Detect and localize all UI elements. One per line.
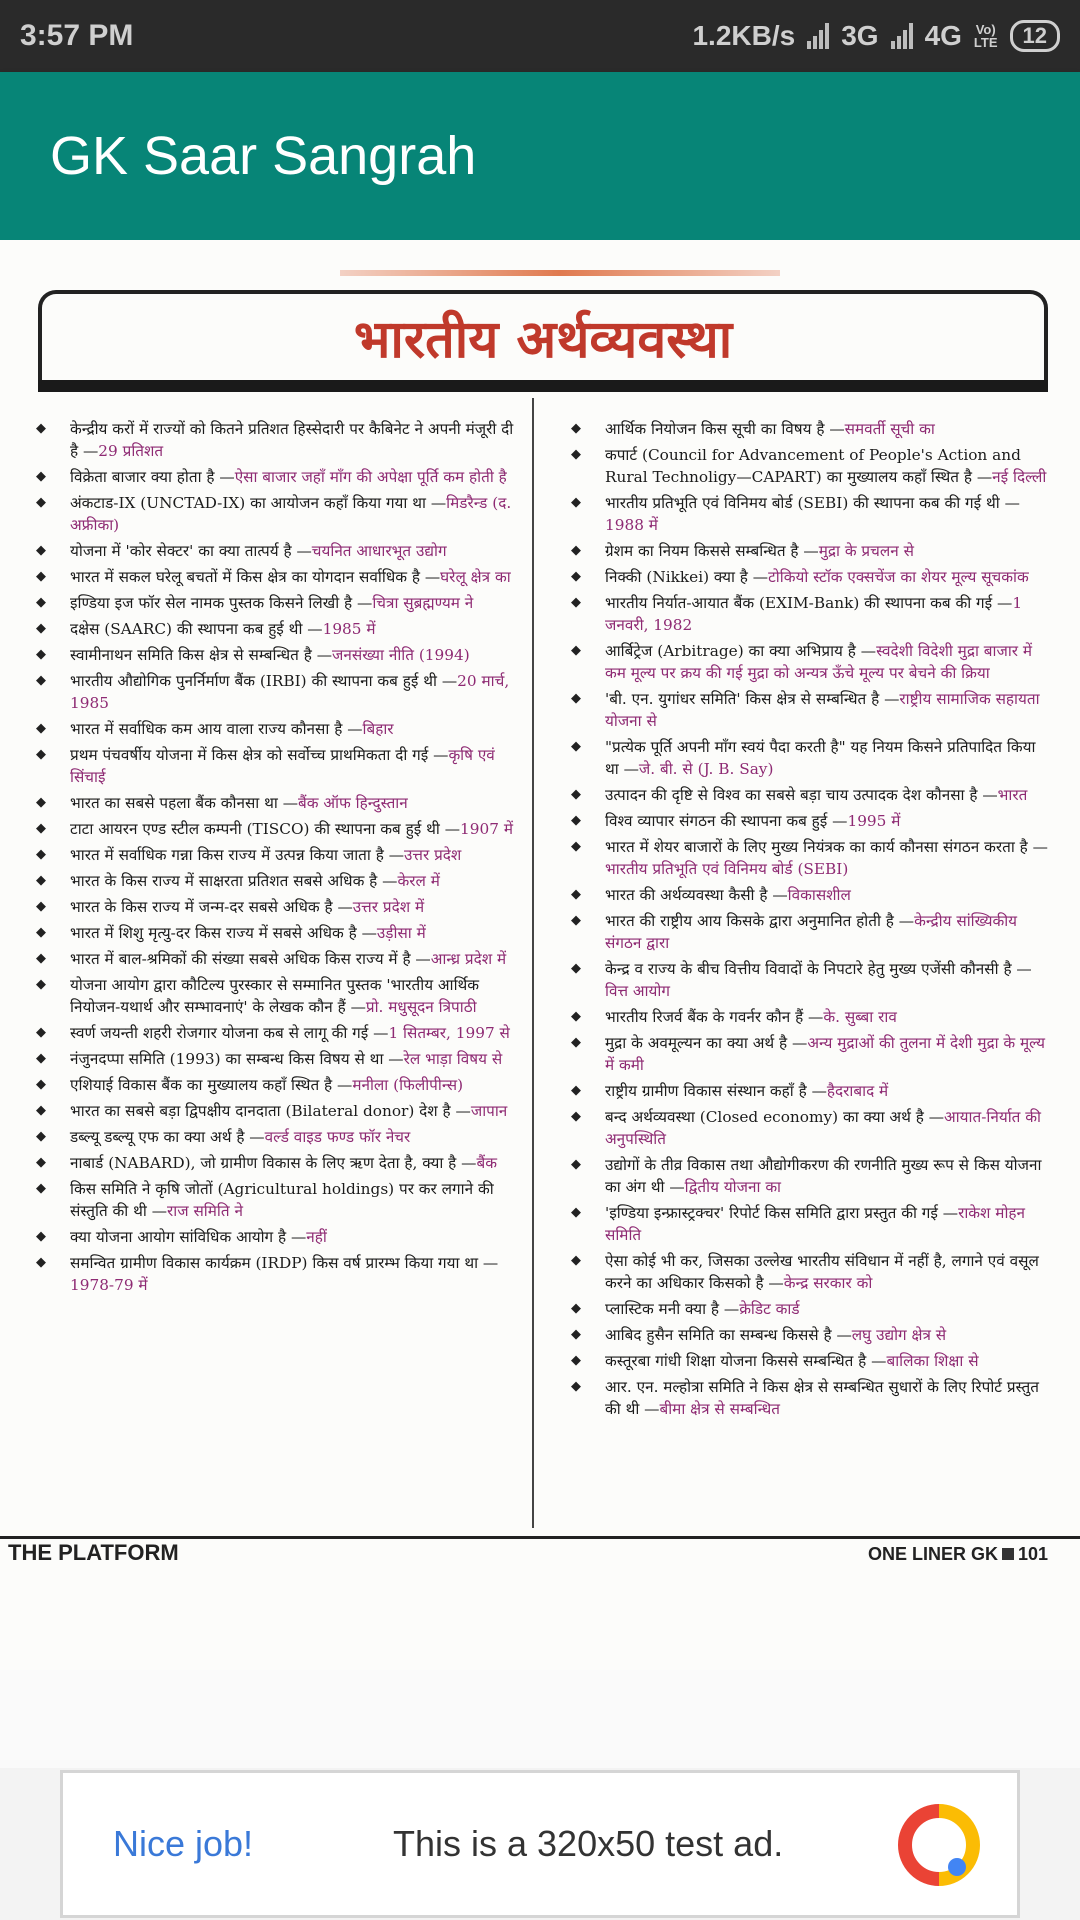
answer-text: भारतीय प्रतिभूति एवं विनिमय बोर्ड (SEBI) [605, 860, 849, 878]
left-qa-item [30, 418, 522, 462]
question-text: भारत में शिशु मृत्यु-दर किस राज्य में सबसे अधिक है — [70, 924, 377, 942]
left-qa-item [30, 1100, 522, 1122]
question-text: स्वामीनाथन समिति किस क्षेत्र से सम्बन्धित है — [70, 646, 333, 664]
column-divider [532, 398, 534, 1528]
question-text: प्रथम पंचवर्षीय योजना में किस क्षेत्र को सर्वोच्च प्राथमिकता दी गई — [70, 746, 449, 764]
page-title: भारतीय अर्थव्यवस्था [353, 309, 733, 370]
question-text: आबिद हुसैन समिति का सम्बन्ध किससे है — [605, 1326, 852, 1344]
question-text: भारतीय रिजर्व बैंक के गवर्नर कौन हैं — [605, 1008, 824, 1026]
footer-page-info: ONE LINER GK 101 [867, 1544, 1048, 1564]
answer-text: वर्ल्ड वाइड फण्ड फॉर नेचर [264, 1128, 411, 1146]
right-qa-item [565, 688, 1053, 732]
right-qa-item [565, 1106, 1053, 1150]
answer-text: विकासशील [787, 886, 851, 904]
question-text: भारत के किस राज्य में साक्षरता प्रतिशत सबसे अधिक है — [70, 872, 398, 890]
answer-text: ऐसा बाजार जहाँ माँग की अपेक्षा पूर्ति कम होती है [234, 468, 507, 486]
answer-text: उत्तर प्रदेश [404, 846, 462, 864]
right-qa-item [565, 566, 1053, 588]
answer-text: बालिका शिक्षा से [886, 1352, 979, 1370]
answer-text: केन्द्र सरकार को [783, 1274, 873, 1292]
answer-text: 20 मार्च, 1985 [70, 672, 510, 712]
answer-text: जनसंख्या नीति (1994) [332, 646, 470, 664]
answer-text: 1995 में [847, 812, 901, 830]
left-qa-item [30, 818, 522, 840]
network-speed: 1.2KB/s [692, 20, 796, 51]
right-qa-item [565, 1350, 1053, 1372]
left-qa-item [30, 592, 522, 614]
answer-text: बिहार [362, 720, 394, 738]
question-text: भारतीय औद्योगिक पुनर्निर्माण बैंक (IRBI) की स्थापना कब हुई थी — [70, 672, 458, 690]
answer-text: केरल में [397, 872, 440, 890]
left-qa-item [30, 948, 522, 970]
right-qa-item [565, 592, 1053, 636]
left-qa-item [30, 1126, 522, 1148]
footer-rule [0, 1536, 1080, 1539]
right-qa-item [565, 810, 1053, 832]
right-qa-item [565, 444, 1053, 488]
question-text: 'इण्डिया इन्फ्रास्ट्रक्चर' रिपोर्ट किस समिति द्वारा प्रस्तुत की गई — [605, 1204, 959, 1222]
question-text: अंकटाड-IX (UNCTAD-IX) का आयोजन कहाँ किया गया था — [70, 494, 447, 512]
answer-text: समवर्ती सूची का [844, 420, 935, 438]
answer-text: केन्द्रीय सांख्यिकीय संगठन द्वारा [605, 912, 1018, 952]
question-text: आर्बिट्रेज (Arbitrage) का क्या अभिप्राय है — [605, 642, 877, 660]
answer-text: भारत [997, 786, 1028, 804]
question-text: 'बी. एन. युगांधर समिति' किस क्षेत्र से सम्बन्धित है — [605, 690, 900, 708]
right-qa-item [565, 1032, 1053, 1076]
answer-text: नहीं [306, 1228, 327, 1246]
right-qa-item [565, 910, 1053, 954]
right-qa-item [565, 540, 1053, 562]
right-qa-item [565, 1154, 1053, 1198]
right-qa-item [565, 1324, 1053, 1346]
left-qa-item [30, 492, 522, 536]
volte-icon: Vo) LTE [973, 22, 998, 50]
answer-text: राकेश मोहन समिति [605, 1204, 1026, 1244]
answer-text: कृषि एवं सिंचाई [70, 746, 495, 786]
question-text: क्या योजना आयोग सांविधिक आयोग है — [70, 1228, 307, 1246]
question-text: भारत में सर्वाधिक कम आय वाला राज्य कौनसा है — [70, 720, 363, 738]
question-text: आर्थिक नियोजन किस सूची का विषय है — [605, 420, 845, 438]
right-qa-item [565, 1080, 1053, 1102]
question-text: ऐसा कोई भी कर, जिसका उल्लेख भारतीय संविधान में नहीं है, लगाने एवं वसूल करने का अधिकार किसको है — [605, 1252, 1039, 1292]
status-indicators [692, 20, 1060, 52]
answer-text: प्रो. मधुसूदन त्रिपाठी [365, 998, 477, 1016]
app-title: GK Saar Sangrah [50, 126, 477, 186]
page-image[interactable] [0, 240, 1080, 1670]
answer-text: 1988 में [605, 516, 658, 534]
left-qa-item [30, 792, 522, 814]
right-qa-item [565, 836, 1053, 880]
question-text: नाबार्ड (NABARD), जो ग्रामीण विकास के लिए ऋण देता है, क्या है — [70, 1154, 477, 1172]
left-qa-item [30, 1178, 522, 1222]
left-qa-item [30, 974, 522, 1018]
status-time: 3:57 PM [20, 19, 134, 52]
left-qa-item [30, 566, 522, 588]
answer-text: टोकियो स्टॉक एक्सचेंज का शेयर मूल्य सूचकांक [768, 568, 1029, 586]
right-qa-item [565, 1202, 1053, 1246]
footer-publisher: THE PLATFORM [8, 1540, 179, 1565]
answer-text: हैदराबाद में [826, 1082, 889, 1100]
question-text: भारत का सबसे बड़ा द्विपक्षीय दानदाता (Bilateral donor) देश है — [70, 1102, 471, 1120]
question-text: एशियाई विकास बैंक का मुख्यालय कहाँ स्थित है — [70, 1076, 353, 1094]
right-qa-item [565, 784, 1053, 806]
left-qa-item [30, 540, 522, 562]
battery-icon: 12 [1010, 20, 1060, 52]
title-underline [38, 380, 1048, 392]
left-qa-item [30, 844, 522, 866]
banner-ad[interactable] [60, 1770, 1020, 1918]
right-qa-item [565, 1298, 1053, 1320]
question-text: भारत में सर्वाधिक गन्ना किस राज्य में उत्पन्न किया जाता है — [70, 846, 405, 864]
answer-text: 1907 में [460, 820, 513, 838]
answer-text: बीमा क्षेत्र से सम्बन्धित [659, 1400, 780, 1418]
answer-text: चित्रा सुब्रह्मण्यम ने [372, 594, 474, 612]
question-text: भारत में शेयर बाजारों के लिए मुख्य नियंत्रक का कार्य कौनसा संगठन करता है — [605, 838, 1048, 856]
question-text: केन्द्रीय करों में राज्यों को कितने प्रतिशत हिस्सेदारी पर कैबिनेट ने अपनी मंजूरी दी है — [70, 420, 514, 460]
answer-text: मनीला (फिलीपीन्स) [352, 1076, 464, 1094]
question-text: उद्योगों के तीव्र विकास तथा औद्योगीकरण की रणनीति मुख्य रूप से किस योजना का अंग थी — [605, 1156, 1042, 1196]
question-text: किस समिति ने कृषि जोतों (Agricultural holdings) पर कर लगाने की संस्तुति की थी — [70, 1180, 494, 1220]
question-text: कस्तूरबा गांधी शिक्षा योजना किससे सम्बन्धित है — [605, 1352, 887, 1370]
question-text: डब्ल्यू डब्ल्यू एफ का क्या अर्थ है — [70, 1128, 265, 1146]
square-icon [1002, 1548, 1014, 1560]
question-text: भारत की अर्थव्यवस्था कैसी है — [605, 886, 788, 904]
question-text: उत्पादन की दृष्टि से विश्व का सबसे बड़ा चाय उत्पादक देश कौनसा है — [605, 786, 998, 804]
answer-text: द्वितीय योजना का [684, 1178, 782, 1196]
answer-text: नई दिल्ली [992, 468, 1047, 486]
question-text: समन्वित ग्रामीण विकास कार्यक्रम (IRDP) किस वर्ष प्रारम्भ किया गया था — [70, 1254, 499, 1272]
question-text: भारत में बाल-श्रमिकों की संख्या सबसे अधिक किस राज्य में है — [70, 950, 431, 968]
left-qa-item [30, 466, 522, 488]
left-qa-item [30, 1048, 522, 1070]
question-text: टाटा आयरन एण्ड स्टील कम्पनी (TISCO) की स्थापना कब हुई थी — [70, 820, 461, 838]
question-text: भारत में सकल घरेलू बचतों में किस क्षेत्र का योगदान सर्वाधिक है — [70, 568, 441, 586]
left-qa-item [30, 1074, 522, 1096]
answer-text: आन्ध्र प्रदेश में [430, 950, 507, 968]
signal-icon-2 [891, 23, 913, 49]
left-qa-item [30, 870, 522, 892]
question-text: योजना में 'कोर सेक्टर' का क्या तात्पर्य है — [70, 542, 312, 560]
left-qa-item [30, 922, 522, 944]
ad-text: This is a 320x50 test ad. [393, 1823, 784, 1864]
answer-text: राज समिति ने [167, 1202, 243, 1220]
right-qa-item [565, 736, 1053, 780]
answer-text: चयनित आधारभूत उद्योग [311, 542, 447, 560]
left-qa-item [30, 718, 522, 740]
answer-text: अन्य मुद्राओं की तुलना में देशी मुद्रा के मूल्य में कमी [605, 1034, 1046, 1074]
answer-text: 29 प्रतिशत [98, 442, 164, 460]
question-text: कपार्ट (Council for Advancement of People's Action and Rural Technoligy—CAPART) का मुख्यालय कहाँ स्थित है — [605, 446, 1021, 486]
ad-nice-label: Nice job! [113, 1823, 254, 1864]
question-text: ग्रेशम का नियम किससे सम्बन्धित है — [605, 542, 819, 560]
answer-text: 1 जनवरी, 1982 [605, 594, 1023, 634]
answer-text: बैंक ऑफ हिन्दुस्तान [298, 794, 408, 812]
answer-text: राष्ट्रीय सामाजिक सहायता योजना से [605, 690, 1040, 730]
answer-text: आयात-निर्यात की अनुपस्थिति [605, 1108, 1041, 1148]
answer-text: लघु उद्योग क्षेत्र से [851, 1326, 947, 1344]
right-qa-item [565, 884, 1053, 906]
question-text: विक्रेता बाजार क्या होता है — [70, 468, 235, 486]
answer-text: 1985 में [322, 620, 376, 638]
answer-text: मुद्रा के प्रचलन से [818, 542, 914, 560]
answer-text: उड़ीसा में [376, 924, 426, 942]
question-text: दक्षेस (SAARC) की स्थापना कब हुई थी — [70, 620, 323, 638]
right-qa-item [565, 1250, 1053, 1294]
question-text: निक्की (Nikkei) क्या है — [605, 568, 769, 586]
right-qa-item [565, 418, 1053, 440]
question-text: विश्व व्यापार संगठन की स्थापना कब हुई — [605, 812, 848, 830]
left-column [30, 418, 522, 1300]
question-text: आर. एन. मल्होत्रा समिति ने किस क्षेत्र से सम्बन्धित सुधारों के लिए रिपोर्ट प्रस्तुत की थी — [605, 1378, 1039, 1418]
left-qa-item [30, 644, 522, 666]
app-bar [0, 72, 1080, 240]
question-text: राष्ट्रीय ग्रामीण विकास संस्थान कहाँ है — [605, 1082, 827, 1100]
answer-text: स्वदेशी विदेशी मुद्रा बाजार में कम मूल्य पर क्रय की गई मुद्रा को अन्यत्र ऊँचे मूल्य पर बेचने की क्रिया [605, 642, 1033, 682]
question-text: मुद्रा के अवमूल्यन का क्या अर्थ है — [605, 1034, 808, 1052]
answer-text: रेल भाड़ा विषय से [403, 1050, 503, 1068]
question-text: भारत के किस राज्य में जन्म-दर सबसे अधिक है — [70, 898, 353, 916]
left-qa-item [30, 896, 522, 918]
left-qa-item [30, 618, 522, 640]
answer-text: के. सुब्बा राव [823, 1008, 897, 1026]
answer-text: उत्तर प्रदेश में [352, 898, 425, 916]
status-bar [0, 0, 1080, 72]
left-qa-item [30, 1022, 522, 1044]
answer-text: घरेलू क्षेत्र का [440, 568, 511, 586]
right-qa-item [565, 958, 1053, 1002]
answer-text: 1 सितम्बर, 1997 से [388, 1024, 510, 1042]
answer-text: बैंक [476, 1154, 497, 1172]
answer-text: क्रेडिट कार्ड [739, 1300, 800, 1318]
question-text: भारतीय निर्यात-आयात बैंक (EXIM-Bank) की स्थापना कब की गई — [605, 594, 1013, 612]
right-qa-item [565, 1006, 1053, 1028]
left-qa-item [30, 670, 522, 714]
left-qa-item [30, 744, 522, 788]
network-4g-label: 4G [924, 20, 962, 51]
question-text: भारत का सबसे पहला बैंक कौनसा था — [70, 794, 299, 812]
answer-text: वित्त आयोग [605, 982, 670, 1000]
question-text: नंजुनदप्पा समिति (1993) का सम्बन्ध किस विषय से था — [70, 1050, 404, 1068]
question-text: "प्रत्येक पूर्ति अपनी माँग स्वयं पैदा करती है" यह नियम किसने प्रतिपादित किया था — [605, 738, 1036, 778]
left-qa-item [30, 1252, 522, 1296]
question-text: प्लास्टिक मनी क्या है — [605, 1300, 740, 1318]
answer-text: 1978-79 में [70, 1276, 148, 1294]
answer-text: मिडरैन्ड (द. अफ्रीका) [70, 494, 512, 534]
question-text: इण्डिया इज फॉर सेल नामक पुस्तक किसने लिखी है — [70, 594, 373, 612]
question-text: योजना आयोग द्वारा कौटिल्य पुरस्कार से सम्मानित पुस्तक 'भारतीय आर्थिक नियोजन-यथार्थ और सम्भावनाएं' के लेखक कौन हैं — [70, 976, 480, 1016]
right-qa-item [565, 640, 1053, 684]
right-column [565, 418, 1053, 1424]
network-3g-label: 3G [841, 20, 879, 51]
ad-logo-icon [897, 1803, 981, 1887]
title-box [38, 290, 1048, 382]
top-decor-rule [340, 270, 780, 276]
right-qa-item [565, 492, 1053, 536]
left-qa-item [30, 1226, 522, 1248]
question-text: बन्द अर्थव्यवस्था (Closed economy) का क्या अर्थ है — [605, 1108, 945, 1126]
question-text: स्वर्ण जयन्ती शहरी रोजगार योजना कब से लागू की गई — [70, 1024, 389, 1042]
right-qa-item [565, 1376, 1053, 1420]
signal-icon [807, 23, 829, 49]
question-text: भारतीय प्रतिभूति एवं विनिमय बोर्ड (SEBI) की स्थापना कब की गई थी — [605, 494, 1020, 512]
left-qa-item [30, 1152, 522, 1174]
answer-text: जे. बी. से (J. B. Say) [638, 760, 774, 778]
question-text: केन्द्र व राज्य के बीच वित्तीय विवादों के निपटारे हेतु मुख्य एजेंसी कौनसी है — [605, 960, 1032, 978]
question-text: भारत की राष्ट्रीय आय किसके द्वारा अनुमानित होती है — [605, 912, 915, 930]
answer-text: जापान [470, 1102, 508, 1120]
